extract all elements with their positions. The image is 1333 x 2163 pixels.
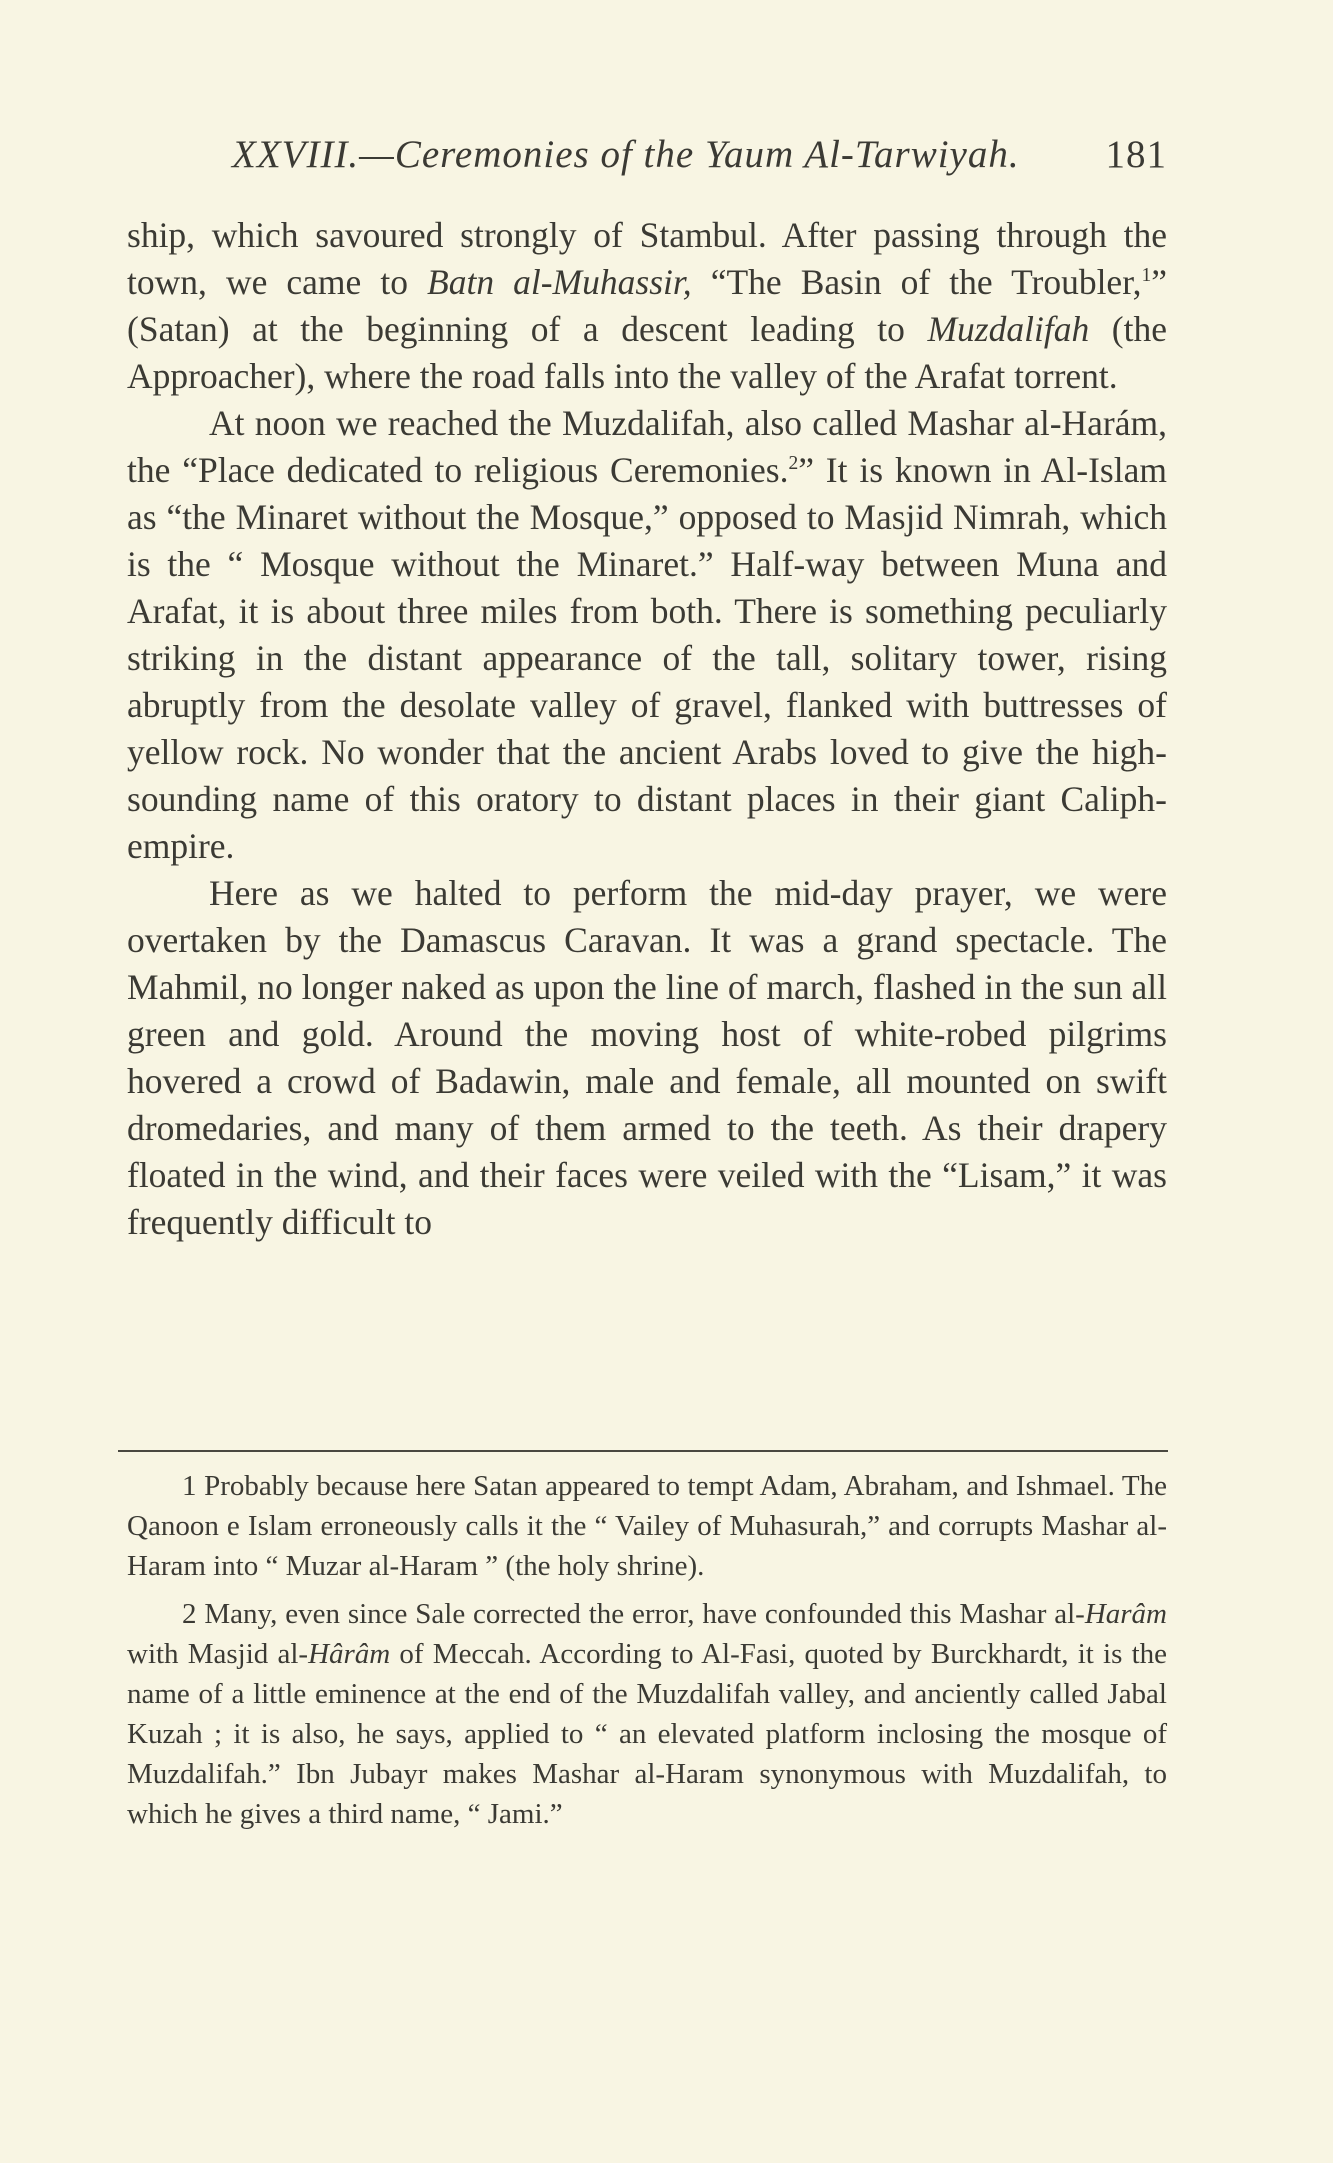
paragraph-3: Here as we halted to perform the mid-day prayer, we were overtaken by the Damascus Caravan. It was a grand spectacle. The Mahmil, no longer naked as upon the line of march, flashed in the sun all green and gold. Around the moving host of white-robed pilgrims hovered a crowd of Badawin, male and female, all mounted on swift dromedaries, and many of them armed to the teeth. As their drapery floated in the wind, and their faces were veiled with the “Lisam,” it was frequently difficult to [127, 873, 1167, 1242]
place-name-muzdalifah: Muzdalifah [927, 309, 1090, 349]
footnote-2-text-c: with Masjid al- [127, 1638, 309, 1670]
paragraph-1-text-d: ” (Satan) at the beginning of a descent leading to [127, 262, 1167, 349]
paragraph-1-text-f: (the Approacher), where the road falls into the valley of the Arafat torrent. [127, 309, 1167, 396]
chapter-title: XXVIII.—Ceremonies of the Yaum Al-Tarwiyah. [232, 133, 1020, 176]
paragraph-1-text-a: ship, which savoured strongly of Stambul. After passing through the town, we came to [127, 215, 1167, 302]
paragraph-1-text-c: “The Basin of the Troubler, [691, 262, 1142, 302]
paragraph-1 [127, 212, 1167, 400]
footnotes [127, 1466, 1167, 1842]
footnote-2-text-e: of Meccah. According to Al-Fasi, quoted by Burckhardt, it is the name of a little eminence at the end of the Muzdalifah valley, and anciently called Jabal Kuzah ; it is also, he says, applied to “ an elevated platform inclosing the mosque of Muzdalifah.” Ibn Jubayr makes Mashar al-Haram synonymous with Muzdalifah, to which he gives a third name, “ Jami.” [127, 1638, 1167, 1830]
paragraph-2-text-b: ” It is known in Al-Islam as “the Minaret without the Mosque,” opposed to Masjid Nimrah, which is the “ Mosque without the Minaret.” Half-way between Muna and Arafat, it is about three miles from both. There is something peculiarly striking in the distant appearance of the tall, solitary tower, rising abruptly from the desolate valley of gravel, flanked with buttresses of yellow rock. No wonder that the ancient Arabs loved to give the high-sounding name of this oratory to distant places in their giant Caliph-empire. [127, 450, 1167, 866]
main-text [127, 212, 1167, 1246]
page-number: 181 [1105, 133, 1167, 176]
footnote-divider [118, 1450, 1168, 1452]
footnote-2-haram: Harâm [1084, 1598, 1167, 1630]
paragraph-2-text-a: At noon we reached the Muzdalifah, also called Mashar al-Harám, the “Place dedicated to religious Ceremonies. [127, 403, 1167, 490]
footnote-ref-2: 2 [788, 453, 799, 475]
footnote-2 [127, 1594, 1167, 1834]
footnote-2-text-a: 2 Many, even since Sale corrected the error, have confounded this Mashar al- [182, 1598, 1085, 1630]
place-name-batn: Batn al-Muhassir, [427, 262, 692, 302]
footnote-2-haram-2: Hârâm [308, 1638, 391, 1670]
footnote-1: 1 Probably because here Satan appeared to tempt Adam, Abraham, and Ishmael. The Qanoon e Islam erroneously calls it the “ Vailey of Muhasurah,” and corrupts Mashar al-Haram into “ Muzar al-Haram ” (the holy shrine). [127, 1470, 1167, 1582]
running-header [127, 132, 1167, 192]
footnote-ref-1: 1 [1141, 265, 1152, 287]
paragraph-2 [127, 400, 1167, 870]
